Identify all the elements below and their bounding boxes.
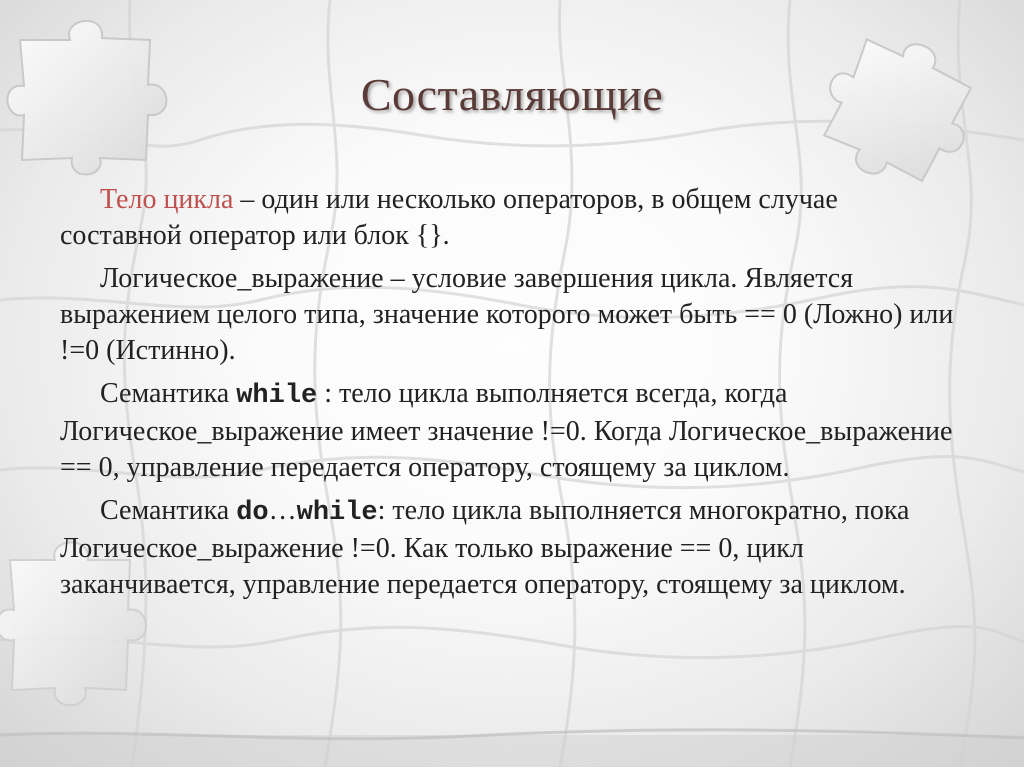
slide-title: Составляющие [360, 69, 664, 120]
paragraph-while-semantics [60, 376, 960, 486]
do-while-description: : тело цикла выполняется многократно, пока Логическое_выражение !=0. Как только выражение == 0, цикл заканчивается, управление передается оператору, стоящему за циклом. [60, 495, 910, 600]
do-while-ellipsis: … [268, 495, 297, 526]
do-while-prefix: Семантика [100, 495, 237, 526]
keyword-while-2: while [296, 498, 378, 528]
slide-body [60, 182, 960, 610]
paragraph-loop-body [60, 182, 960, 254]
keyword-while: while [236, 381, 318, 411]
keyword-do: do [236, 498, 269, 528]
while-description: : тело цикла выполняется всегда, когда Логическое_выражение имеет значение !=0. Когда Логическое_выражение == 0, управление передается оператору, стоящему за циклом. [60, 378, 953, 483]
paragraph-do-while-semantics [60, 493, 960, 603]
paragraph-logical-expression: Логическое_выражение – условие завершения цикла. Является выражением целого типа, значение которого может быть == 0 (Ложно) или !=0 (Истинно). [60, 263, 954, 366]
while-prefix: Семантика [100, 378, 237, 409]
paragraph-loop-body-text: – один или несколько операторов, в общем случае составной оператор или блок {}. [60, 184, 838, 251]
term-loop-body: Тело цикла [100, 184, 234, 215]
